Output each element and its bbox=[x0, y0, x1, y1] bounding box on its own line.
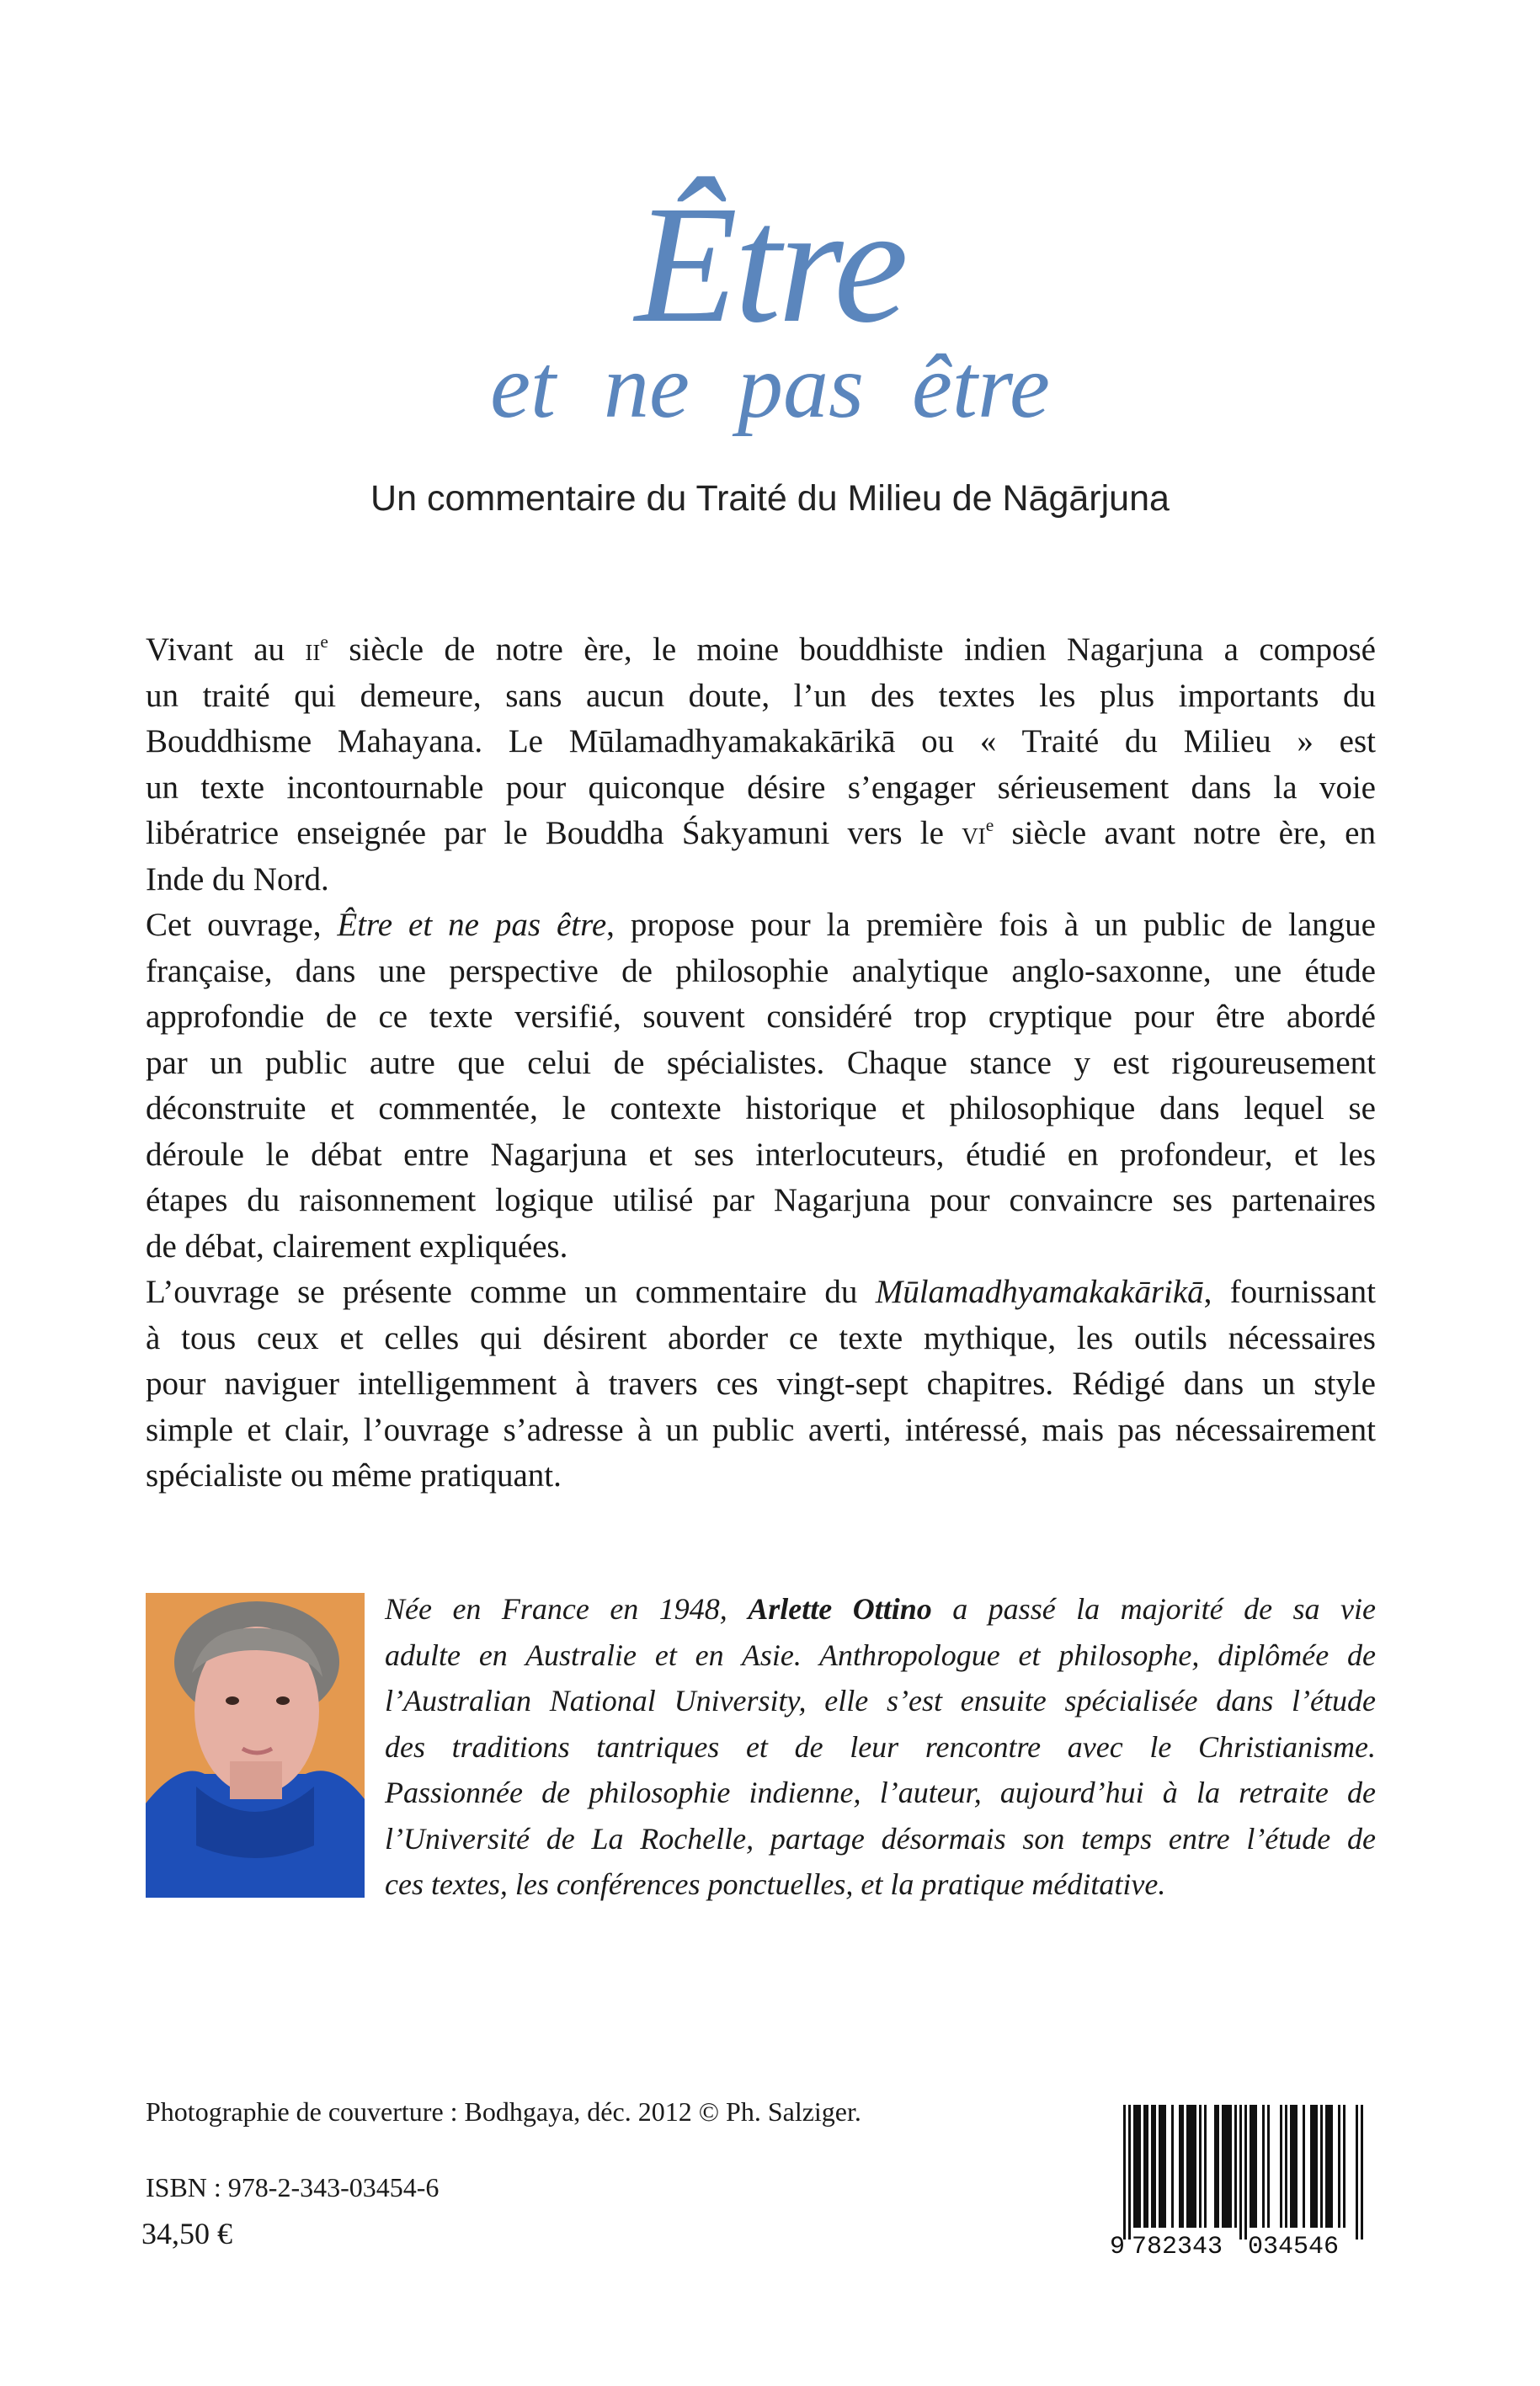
barcode-bar bbox=[1292, 2105, 1295, 2228]
text-line bbox=[385, 1678, 1376, 1724]
text-line bbox=[146, 811, 1376, 857]
book-title: Être bbox=[635, 172, 905, 358]
price: 34,50 € bbox=[141, 2217, 232, 2250]
barcode-bar bbox=[1313, 2105, 1315, 2228]
barcode-bar bbox=[1229, 2105, 1232, 2228]
text-segment: déconstruite et commentée, le contexte historique et philosophique dans lequel se bbox=[146, 1090, 1376, 1126]
barcode-bar bbox=[1262, 2105, 1265, 2228]
text-segment: libératrice enseignée par le Bouddha Śakyamuni vers le bbox=[146, 815, 962, 851]
text-line bbox=[385, 1816, 1376, 1862]
barcode-bar bbox=[1181, 2105, 1184, 2228]
barcode-bar bbox=[1320, 2105, 1323, 2228]
barcode-bar bbox=[1252, 2105, 1255, 2228]
barcode-bar bbox=[1171, 2105, 1174, 2228]
text-segment: ii bbox=[305, 631, 321, 668]
text-segment: Cet ouvrage, bbox=[146, 907, 338, 943]
text-line bbox=[146, 1361, 1376, 1408]
barcode-bar bbox=[1186, 2105, 1189, 2228]
text-segment: à tous ceux et celles qui désirent aborder ce texte mythique, les outils nécessaires bbox=[146, 1319, 1376, 1356]
barcode-bar bbox=[1138, 2105, 1141, 2228]
barcode-bar bbox=[1159, 2105, 1161, 2228]
text-segment: l’Australian National University, elle s’est ensuite spécialisée dans l’étude bbox=[385, 1684, 1376, 1718]
photo-credit: Photographie de couverture : Bodhgaya, déc. 2012 © Ph. Salziger. bbox=[146, 2096, 861, 2127]
barcode-bar bbox=[1328, 2105, 1330, 2228]
text-line bbox=[146, 857, 1376, 903]
barcode-bar bbox=[1255, 2105, 1257, 2228]
barcode-bar bbox=[1338, 2105, 1340, 2228]
text-segment: Inde du Nord. bbox=[146, 860, 329, 897]
barcode-bar bbox=[1123, 2105, 1126, 2240]
text-line bbox=[385, 1632, 1376, 1679]
barcode-bar bbox=[1161, 2105, 1164, 2228]
text-segment: siècle avant notre ère, en bbox=[994, 815, 1376, 851]
text-segment: par un public autre que celui de spécialistes. Chaque stance y est rigoureusement bbox=[146, 1044, 1376, 1081]
barcode-bar bbox=[1361, 2105, 1363, 2240]
text-segment: , fournissant bbox=[1203, 1274, 1377, 1310]
text-segment: Née en France en 1948, bbox=[385, 1592, 749, 1626]
barcode-bar bbox=[1133, 2105, 1136, 2228]
text-line bbox=[146, 765, 1376, 812]
barcode-bar bbox=[1234, 2105, 1237, 2228]
text-line bbox=[385, 1586, 1376, 1632]
text-line bbox=[146, 903, 1376, 949]
text-segment: l’Université de La Rochelle, partage désormais son temps entre l’étude de bbox=[385, 1821, 1376, 1856]
text-segment: Vivant au bbox=[146, 631, 306, 668]
barcode-bar bbox=[1164, 2105, 1166, 2228]
text-line bbox=[385, 1770, 1376, 1816]
text-line bbox=[146, 1224, 1376, 1270]
text-segment: e bbox=[320, 631, 328, 652]
book-title-line2: et ne pas être bbox=[490, 337, 1050, 437]
barcode-bar bbox=[1239, 2105, 1242, 2240]
barcode-bar bbox=[1214, 2105, 1217, 2228]
text-line bbox=[146, 719, 1376, 765]
text-segment: Être et ne pas être bbox=[337, 907, 607, 943]
barcode-bar bbox=[1250, 2105, 1252, 2228]
barcode-digits: 782343 bbox=[1132, 2233, 1223, 2255]
barcode-bar bbox=[1143, 2105, 1146, 2228]
text-line bbox=[146, 994, 1376, 1041]
isbn: ISBN : 978-2-343-03454-6 bbox=[146, 2172, 440, 2202]
barcode-bar bbox=[1295, 2105, 1298, 2228]
barcode-bar bbox=[1244, 2105, 1247, 2240]
text-segment: spécialiste ou même pratiquant. bbox=[146, 1457, 562, 1494]
text-segment: Mūlamadhyamakakārikā bbox=[875, 1274, 1204, 1310]
barcode-bar bbox=[1204, 2105, 1207, 2228]
text-segment: siècle de notre ère, le moine bouddhiste indien Nagarjuna a composé bbox=[328, 631, 1376, 668]
author-photo bbox=[146, 1593, 365, 1898]
barcode-bar bbox=[1290, 2105, 1292, 2228]
barcode-bar bbox=[1179, 2105, 1181, 2228]
barcode-bar bbox=[1224, 2105, 1227, 2228]
text-segment: , propose pour la première fois à un public de langue bbox=[606, 907, 1376, 943]
barcode-bar bbox=[1325, 2105, 1328, 2228]
text-line bbox=[385, 1861, 1376, 1908]
barcode-bar bbox=[1128, 2105, 1131, 2240]
text-line bbox=[385, 1724, 1376, 1771]
text-segment: simple et clair, l’ouvrage s’adresse à un public averti, intéressé, mais pas nécessairement bbox=[146, 1411, 1376, 1448]
summary-text bbox=[146, 627, 1376, 1499]
barcode-bar bbox=[1151, 2105, 1154, 2228]
text-line bbox=[146, 1086, 1376, 1132]
barcode-bar bbox=[1280, 2105, 1282, 2228]
text-line bbox=[146, 1453, 1376, 1499]
barcode-bar bbox=[1227, 2105, 1229, 2228]
text-line bbox=[146, 1178, 1376, 1224]
barcode-digits: 034546 bbox=[1248, 2233, 1340, 2255]
text-segment: L’ouvrage se présente comme un commentaire du bbox=[146, 1274, 876, 1310]
author-bio bbox=[385, 1586, 1376, 1908]
barcode-bar bbox=[1267, 2105, 1270, 2228]
barcode-bar bbox=[1136, 2105, 1138, 2228]
text-segment: a passé la majorité de sa vie bbox=[931, 1592, 1376, 1626]
text-segment: adulte en Australie et en Asie. Anthropologue et philosophe, diplômée de bbox=[385, 1638, 1376, 1672]
barcode-bar bbox=[1285, 2105, 1287, 2228]
barcode-bar bbox=[1199, 2105, 1202, 2228]
barcode-bar bbox=[1222, 2105, 1224, 2228]
text-segment: Passionnée de philosophie indienne, l’auteur, aujourd’hui à la retraite de bbox=[385, 1776, 1376, 1809]
text-segment: approfondie de ce texte versifié, souvent considéré trop cryptique pour être abordé bbox=[146, 999, 1376, 1035]
barcode-bar bbox=[1310, 2105, 1313, 2228]
barcode-bar bbox=[1303, 2105, 1305, 2228]
text-line bbox=[146, 1316, 1376, 1362]
barcode-digits: 9 bbox=[1110, 2233, 1126, 2255]
barcode-bar bbox=[1330, 2105, 1333, 2228]
text-segment: de débat, clairement expliquées. bbox=[146, 1228, 568, 1265]
barcode-bar bbox=[1194, 2105, 1196, 2228]
text-line bbox=[146, 949, 1376, 995]
text-segment: déroule le débat entre Nagarjuna et ses interlocuteurs, étudié en profondeur, et les bbox=[146, 1136, 1376, 1173]
text-segment: vi bbox=[962, 815, 986, 851]
text-line bbox=[146, 674, 1376, 720]
text-line bbox=[146, 1132, 1376, 1179]
text-line bbox=[146, 1041, 1376, 1087]
text-line bbox=[146, 1270, 1376, 1316]
barcode-bar bbox=[1191, 2105, 1194, 2228]
text-segment: Bouddhisme Mahayana. Le Mūlamadhyamakakārikā ou « Traité du Milieu » est bbox=[146, 723, 1376, 759]
barcode-bar bbox=[1146, 2105, 1148, 2228]
text-line bbox=[146, 1408, 1376, 1454]
barcode-bar bbox=[1189, 2105, 1191, 2228]
text-segment: e bbox=[985, 815, 994, 835]
book-subtitle: Un commentaire du Traité du Milieu de Nāgārjuna bbox=[370, 478, 1170, 519]
text-segment: un traité qui demeure, sans aucun doute, l’un des textes les plus importants du bbox=[146, 677, 1376, 714]
text-segment: ces textes, les conférences ponctuelles, et la pratique méditative. bbox=[385, 1867, 1166, 1901]
text-segment: française, dans une perspective de philosophie analytique anglo-saxonne, une étude bbox=[146, 952, 1376, 989]
text-segment: des traditions tantriques et de leur rencontre avec le Christianisme. bbox=[385, 1729, 1376, 1764]
barcode bbox=[1110, 2105, 1372, 2255]
barcode-bar bbox=[1154, 2105, 1156, 2228]
barcode-bar bbox=[1315, 2105, 1318, 2228]
text-segment: Arlette Ottino bbox=[748, 1592, 932, 1626]
barcode-bar bbox=[1217, 2105, 1219, 2228]
barcode-bar bbox=[1356, 2105, 1358, 2240]
text-line bbox=[146, 627, 1376, 674]
text-segment: étapes du raisonnement logique utilisé par Nagarjuna pour convaincre ses partenaires bbox=[146, 1182, 1376, 1218]
text-segment: pour naviguer intelligemment à travers ces vingt-sept chapitres. Rédigé dans un style bbox=[146, 1366, 1376, 1402]
text-segment: un texte incontournable pour quiconque désire s’engager sérieusement dans la voie bbox=[146, 769, 1376, 806]
barcode-bar bbox=[1343, 2105, 1346, 2228]
